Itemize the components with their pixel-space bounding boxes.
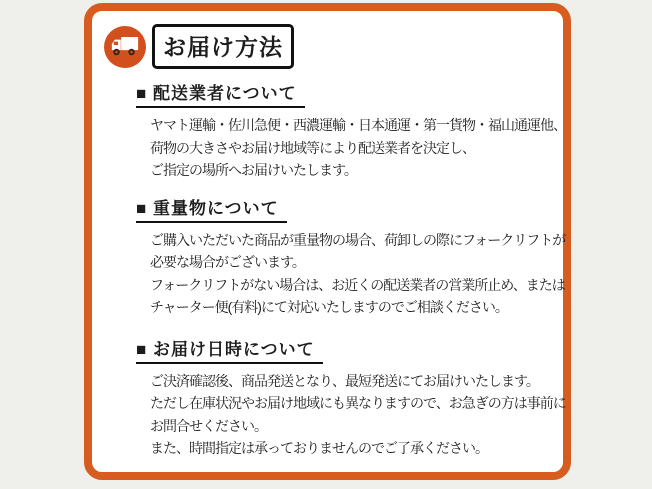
body-line: ご購入いただいた商品が重量物の場合、荷卸しの際にフォークリフトが <box>150 231 566 248</box>
section-carriers <box>136 79 566 182</box>
truck-icon <box>104 26 146 68</box>
body-line: ただし在庫状況やお届け地域にも異なりますので、お急ぎの方は事前に <box>150 395 566 411</box>
body-line: お問合せください。 <box>150 417 267 434</box>
section-carriers-heading: ■ 配送業者について <box>136 79 305 108</box>
body-line: フォークリフトがない場合は、お近くの配送業者の営業所止め、または <box>150 276 565 293</box>
body-line: 必要な場合がございます。 <box>150 254 305 270</box>
body-line: ご指定の場所へお届けいたします。 <box>150 162 357 178</box>
sections-container <box>136 79 566 460</box>
section-heavy-items <box>136 194 566 319</box>
body-line: 荷物の大きさやお届け地域等により配送業者を決定し、 <box>150 139 475 156</box>
body-line: ヤマト運輸・佐川急便・西濃運輸・日本通運・第一貨物・福山通運他、 <box>150 117 566 133</box>
body-line: チャーター便(有料)にて対応いたしますのでご相談ください。 <box>150 299 508 315</box>
panel-title: お届け方法 <box>152 24 294 69</box>
section-delivery-datetime <box>136 335 566 460</box>
section-delivery-datetime-heading: ■ お届け日時について <box>136 335 323 364</box>
section-heavy-items-body <box>150 229 566 319</box>
section-delivery-datetime-body <box>150 370 566 460</box>
panel-header <box>104 24 563 69</box>
delivery-info-panel <box>84 3 571 480</box>
body-line: また、時間指定は承っておりませんのでご了承ください。 <box>150 440 488 456</box>
body-line: ご決済確認後、商品発送となり、最短発送にてお届けいたします。 <box>150 372 539 389</box>
section-heavy-items-heading: ■ 重量物について <box>136 194 287 223</box>
section-carriers-body <box>150 114 566 182</box>
